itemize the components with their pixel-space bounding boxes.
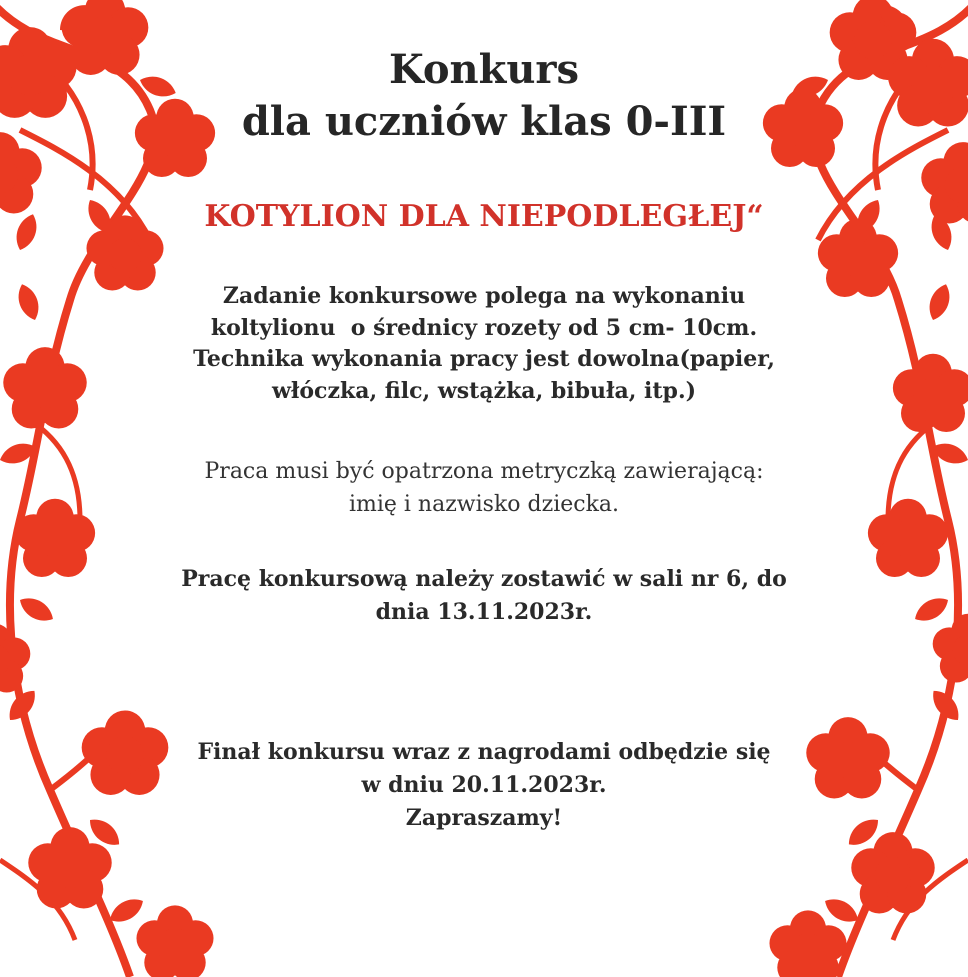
note-line-1: Praca musi być opatrzona metryczką zawierającą:	[204, 459, 764, 484]
note-line-2: imię i nazwisko dziecka.	[348, 492, 620, 517]
task-line-4: włóczka, filc, wstążka, bibuła, itp.)	[271, 377, 697, 404]
submission-deadline	[0, 563, 968, 629]
title-line-1: Konkurs	[388, 46, 580, 93]
label-requirement	[0, 455, 968, 521]
deadline-line-2: dnia 13.11.2023r.	[375, 599, 593, 625]
deadline-line-1: Pracę konkursową należy zostawić w sali nr 6, do	[181, 566, 787, 592]
final-line-2: w dniu 20.11.2023r.	[361, 772, 607, 798]
poster-subtitle: KOTYLION DLA NIEPODLEGŁEJ“	[204, 199, 764, 234]
task-line-2: koltylionu o średnicy rozety od 5 cm- 10cm.	[210, 314, 758, 341]
task-description	[0, 281, 968, 407]
final-line-1: Finał konkursu wraz z nagrodami odbędzie się	[197, 739, 771, 765]
task-line-1: Zadanie konkursowe polega na wykonaniu	[222, 283, 746, 309]
title-line-2: dla uczniów klas 0-III	[241, 98, 727, 145]
task-line-3: Technika wykonania pracy jest dowolna(papier,	[193, 346, 775, 372]
poster-title	[0, 44, 968, 148]
final-announcement	[0, 736, 968, 835]
final-line-3: Zapraszamy!	[405, 805, 563, 831]
